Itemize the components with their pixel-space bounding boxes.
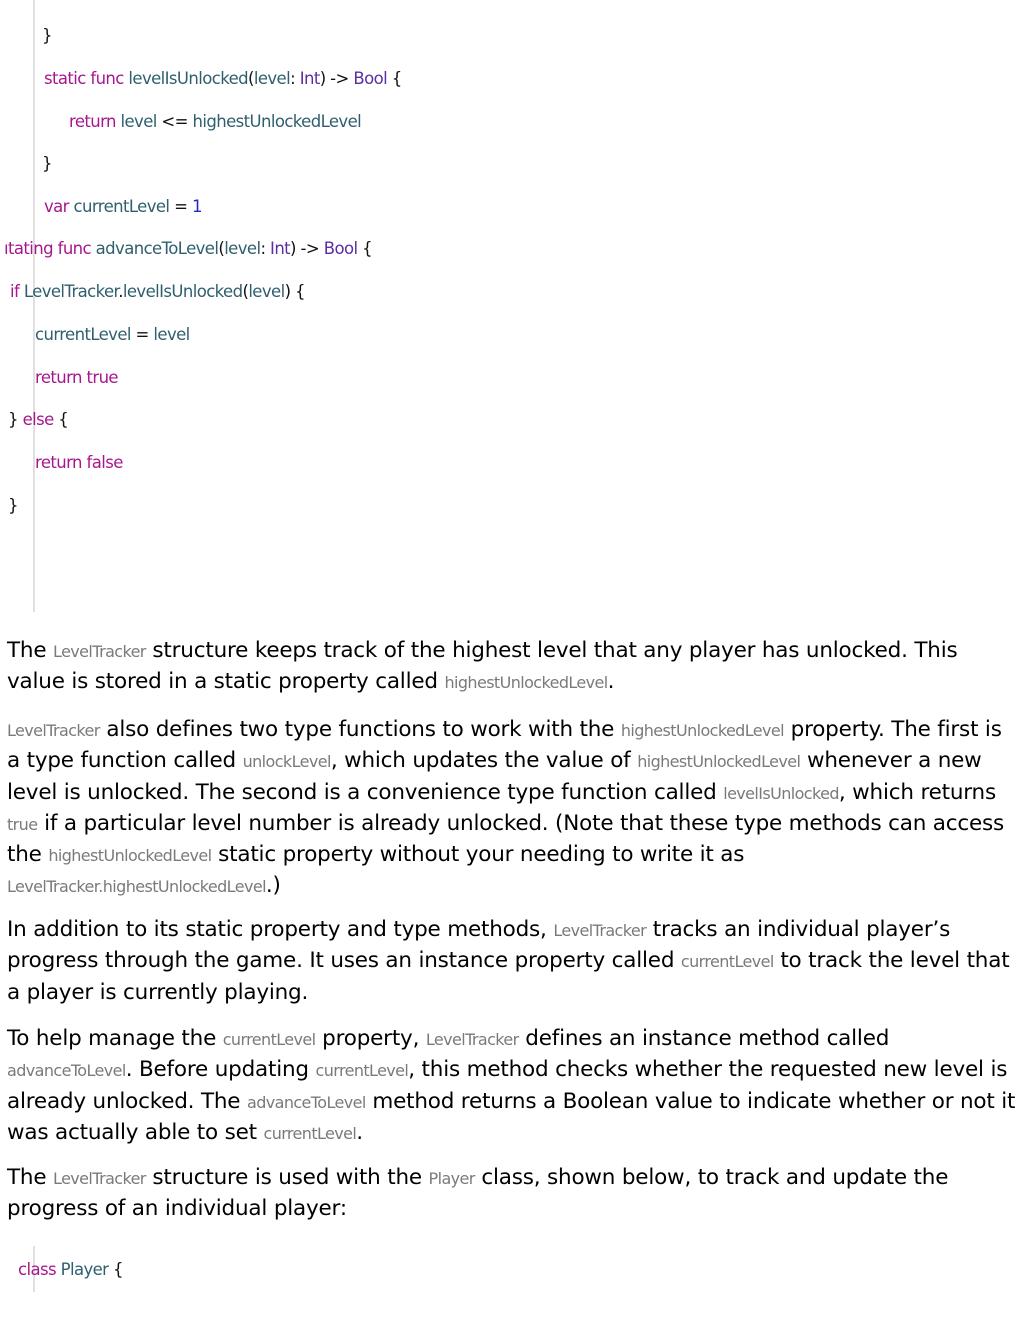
paragraph-text: property. The first is a type function called — [7, 717, 1002, 774]
code-token: ( — [218, 239, 225, 258]
code-token: currentLevel — [35, 325, 131, 344]
code-token: ( — [248, 69, 254, 88]
paragraph-text: , which returns — [838, 779, 996, 805]
code-token: level — [248, 282, 285, 301]
inline-code: true — [7, 814, 38, 834]
code-line — [8, 410, 68, 429]
code-token: level — [224, 239, 261, 258]
code-token: Bool — [353, 69, 388, 88]
paragraph-text: also defines two type functions to work with the — [99, 717, 621, 742]
inline-code: highestUnlockedLevel — [48, 846, 212, 866]
code-token: return — [69, 112, 116, 131]
inline-code: highestUnlockedLevel — [620, 721, 784, 740]
code-token: currentLevel — [73, 197, 170, 216]
inline-code: LevelTracker — [53, 642, 146, 661]
paragraph-text: structure is used with the — [145, 1165, 429, 1190]
code-token: level — [153, 325, 190, 344]
paragraph-text: structure keeps track of the highest level that any player has unlocked. This value is stored in a static property called — [7, 638, 958, 695]
code-token: false — [86, 453, 123, 472]
code-line — [35, 453, 123, 472]
paragraph-text: defines an instance method called — [518, 1026, 890, 1051]
paragraph — [7, 715, 1019, 903]
inline-code: LevelTracker — [7, 721, 100, 740]
code-token: = — [130, 325, 154, 344]
code-token: = — [169, 197, 192, 216]
code-line — [69, 112, 361, 131]
inline-code: LevelTracker — [53, 1169, 146, 1188]
paragraph — [7, 1024, 1019, 1149]
code-token: else — [22, 410, 54, 429]
inline-code: LevelTracker.highestUnlockedLevel — [7, 877, 266, 897]
inline-code: levelIsUnlocked — [723, 783, 839, 803]
inline-code: LevelTracker — [425, 1030, 519, 1049]
code-line — [44, 69, 402, 88]
code-token: highestUnlockedLevel — [192, 112, 362, 131]
code-token: ( — [242, 282, 249, 301]
code-line — [4, 239, 372, 258]
code-line — [10, 282, 305, 301]
paragraph-text: , this method checks whether the requested new level is already unlocked. The — [7, 1057, 1008, 1114]
inline-code: currentLevel — [222, 1030, 316, 1049]
inline-code: highestUnlockedLevel — [444, 673, 608, 693]
code-token: level — [253, 69, 291, 88]
code-token: return — [35, 453, 82, 472]
code-token: func — [57, 239, 92, 258]
code-token: Int — [270, 239, 291, 258]
paragraph-text: To help manage the — [7, 1026, 223, 1051]
paragraph-text: static property without your needing to write it as — [211, 842, 745, 868]
code-token: { — [357, 239, 373, 258]
paragraph-text: . Before updating — [125, 1057, 316, 1083]
paragraph-text: .) — [265, 873, 281, 899]
code-line — [35, 368, 118, 387]
code-line — [8, 496, 18, 515]
code-token: ) -> — [319, 69, 354, 88]
code-token: level — [120, 112, 157, 131]
code-token: class — [18, 1260, 56, 1279]
paragraph-text: . — [356, 1119, 363, 1145]
code-token: ) { — [284, 282, 305, 301]
code-token: } — [8, 496, 18, 515]
code-token: advanceToLevel — [95, 239, 219, 258]
code-token: true — [86, 368, 118, 387]
paragraph-text: to track the level that a player is currently playing. — [7, 948, 1010, 1005]
code-block-top — [0, 0, 600, 612]
inline-code: LevelTracker — [553, 921, 647, 940]
code-token: 1 — [191, 197, 202, 216]
paragraph-text: class, shown below, to track and update the progress of an individual player: — [7, 1165, 949, 1222]
code-line — [42, 154, 52, 173]
paragraph-text: The — [7, 638, 54, 663]
code-token: levelIsUnlocked — [122, 282, 243, 301]
code-token: ıtating — [4, 239, 53, 258]
paragraph-text: , which updates the value of — [330, 748, 638, 774]
code-token: : — [290, 69, 300, 88]
paragraph-text: if a particular level number is already unlocked. (Note that these type methods can access the — [7, 810, 1005, 868]
code-token: levelIsUnlocked — [128, 69, 248, 88]
code-line — [42, 26, 52, 45]
code-line — [35, 325, 190, 344]
inline-code: currentLevel — [263, 1123, 357, 1143]
code-token: if — [10, 282, 20, 301]
code-token: } — [8, 410, 18, 429]
code-token: ) -> — [290, 239, 324, 258]
inline-code: unlockLevel — [242, 752, 331, 772]
code-token: var — [44, 197, 69, 216]
paragraph-text: The — [7, 1165, 54, 1190]
code-token: { — [387, 69, 402, 88]
code-token: Bool — [323, 239, 358, 258]
code-token: static — [44, 69, 86, 88]
code-gutter-bar — [33, 0, 35, 612]
code-token: func — [90, 69, 124, 88]
code-token: Player — [60, 1260, 109, 1279]
code-token: { — [108, 1260, 123, 1279]
code-block-bottom — [0, 1246, 600, 1292]
paragraph — [7, 636, 1019, 699]
code-token: Int — [299, 69, 320, 88]
inline-code: highestUnlockedLevel — [637, 752, 801, 772]
code-token: LevelTracker — [23, 282, 119, 301]
code-token: } — [42, 26, 52, 45]
inline-code: advanceToLevel — [7, 1061, 126, 1081]
paragraph-text: property, — [315, 1026, 426, 1051]
code-token: <= — [156, 112, 193, 131]
code-line — [18, 1260, 123, 1279]
code-token: } — [42, 154, 52, 173]
paragraph — [7, 915, 1019, 1008]
paragraph-text: . — [607, 669, 615, 695]
inline-code: currentLevel — [680, 952, 774, 972]
paragraph — [7, 1163, 1019, 1225]
paragraph-text: In addition to its static property and type methods, — [7, 917, 554, 942]
paragraph-text: tracks an individual player’s progress through the game. It uses an instance property called — [7, 917, 951, 974]
code-token: return — [35, 368, 82, 387]
code-line — [44, 197, 202, 216]
paragraph-text: whenever a new level is unlocked. The second is a convenience type function called — [7, 748, 982, 805]
code-token: { — [53, 410, 69, 429]
inline-code: Player — [428, 1169, 475, 1188]
inline-code: currentLevel — [315, 1061, 409, 1081]
code-token: . — [118, 282, 123, 301]
code-token: : — [260, 239, 271, 258]
inline-code: advanceToLevel — [246, 1092, 366, 1112]
paragraph-text: method returns a Boolean value to indicate whether or not it was actually able to set — [7, 1088, 1016, 1145]
